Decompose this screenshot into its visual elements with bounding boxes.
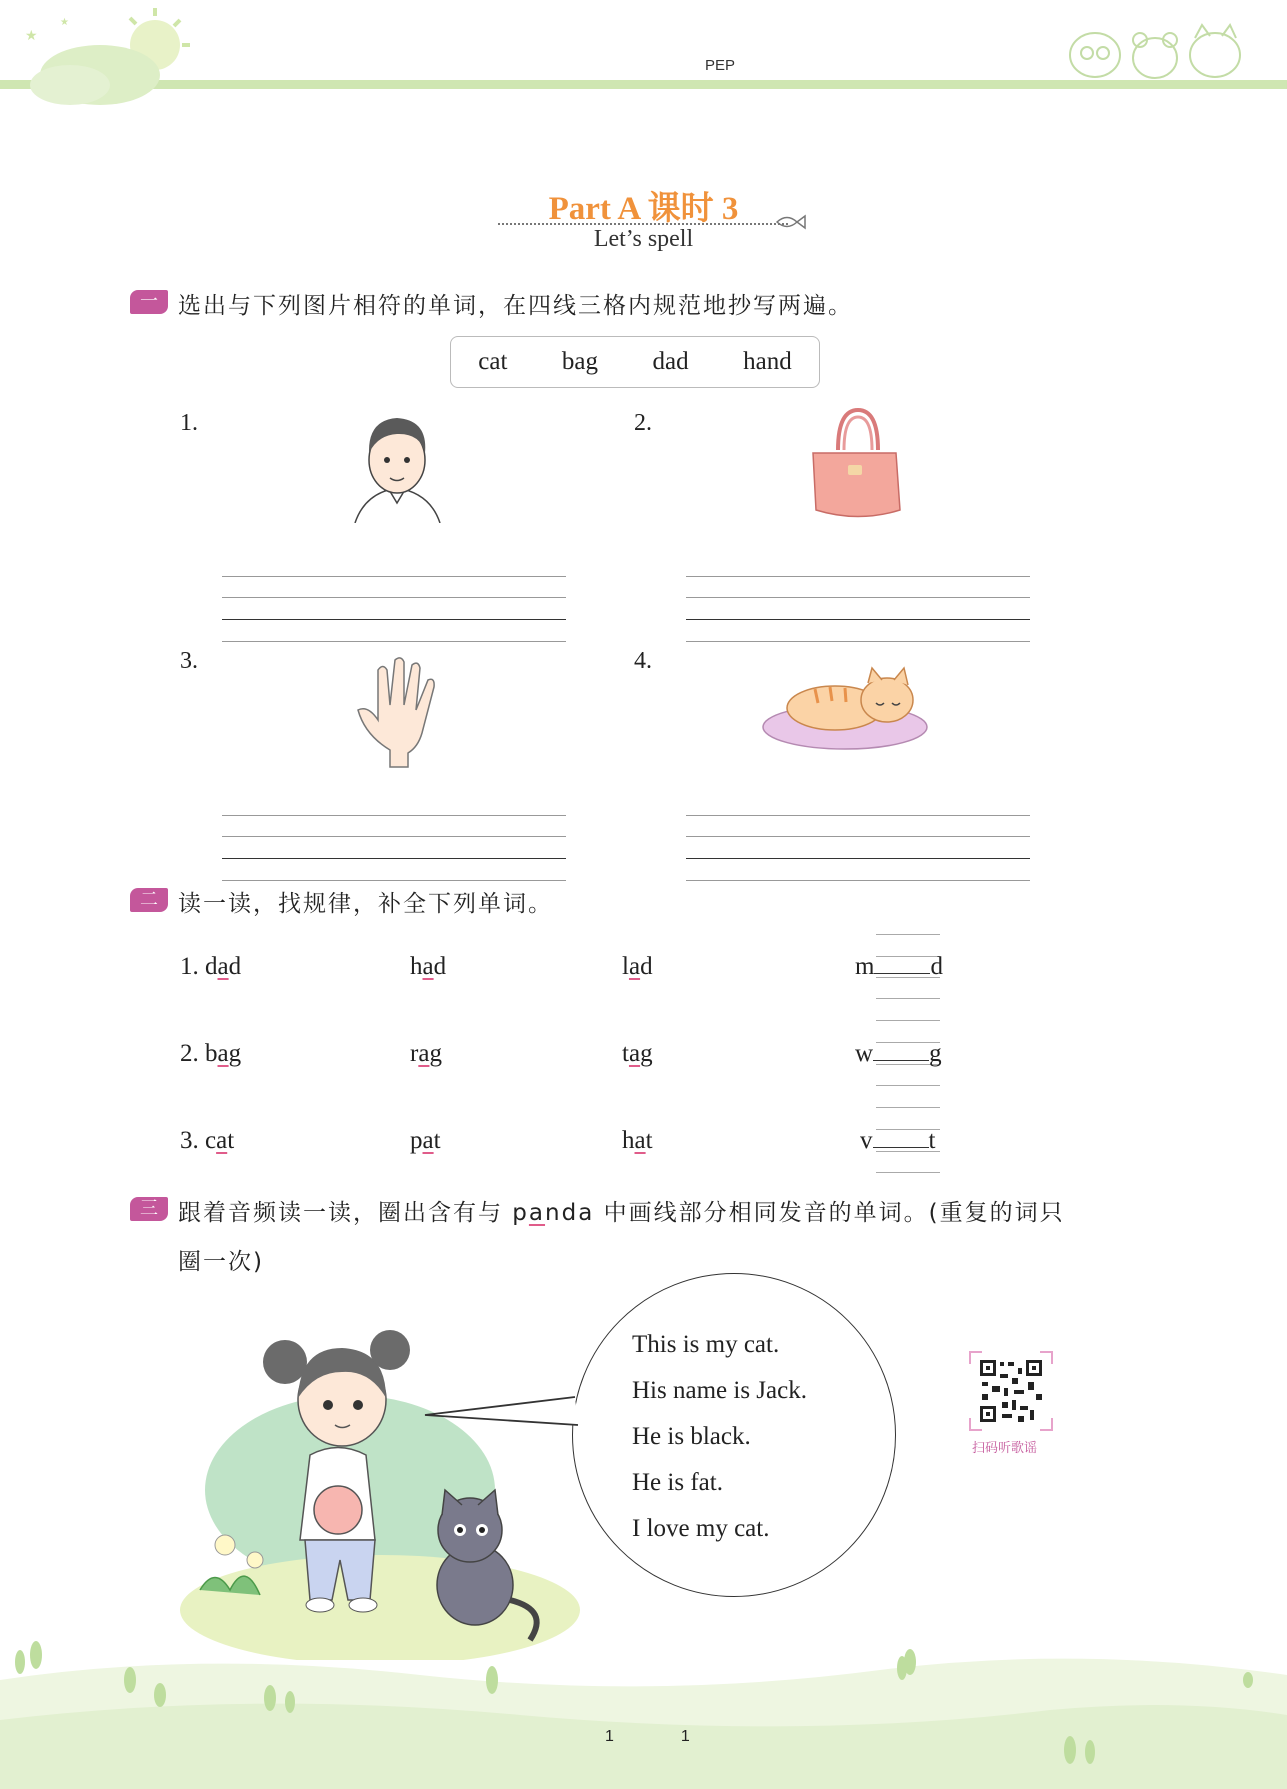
page-numbers — [605, 1728, 690, 1746]
word-example: pat — [410, 1127, 441, 1154]
item-number: 4. — [634, 648, 652, 674]
writing-lines[interactable] — [222, 815, 566, 881]
svg-text:★: ★ — [60, 17, 69, 28]
writing-lines[interactable] — [222, 576, 566, 642]
girl-with-cat-illustration — [170, 1310, 590, 1660]
chant-line[interactable]: I love my cat. — [632, 1515, 770, 1542]
man-icon — [350, 408, 445, 523]
word-bank-item[interactable]: cat — [478, 348, 508, 375]
section-badge-1: 一 — [130, 290, 168, 314]
title-divider — [498, 223, 788, 225]
word-example: 2. bag — [180, 1040, 242, 1067]
item-number: 2. — [634, 410, 652, 436]
fill-blank-word[interactable]: v t — [860, 1127, 936, 1154]
section-instruction-3-cont: 圈一次) — [178, 1249, 264, 1275]
handbag-icon — [808, 405, 903, 523]
chant-line[interactable]: He is fat. — [632, 1469, 723, 1496]
word-bank-item[interactable]: hand — [743, 348, 792, 375]
chant-text — [632, 1322, 807, 1552]
series-label: PEP — [705, 57, 736, 74]
qr-caption: 扫码听歌谣 — [972, 1441, 1038, 1456]
item-number: 3. — [180, 648, 198, 674]
section-instruction-3: 跟着音频读一读，圈出含有与 panda 中画线部分相同发音的单词。(重复的词只 — [178, 1200, 1065, 1226]
speech-bubble-tail — [420, 1395, 580, 1435]
blank-input[interactable] — [874, 955, 930, 974]
sleeping-cat-icon — [760, 665, 930, 755]
item-number: 1. — [180, 410, 198, 436]
chant-line[interactable]: He is black. — [632, 1423, 751, 1450]
hand-icon — [350, 655, 445, 770]
writing-lines[interactable] — [686, 576, 1030, 642]
writing-lines[interactable] — [686, 815, 1030, 881]
word-example: rag — [410, 1040, 442, 1067]
word-bank-item[interactable]: dad — [652, 348, 689, 375]
page-title: Part A 课时 3 — [548, 191, 739, 227]
word-bank-item[interactable]: bag — [561, 348, 598, 375]
fill-blank-word[interactable]: m d — [855, 953, 943, 980]
section-instruction-2: 读一读，找规律，补全下列单词。 — [178, 891, 553, 917]
word-bank — [450, 336, 820, 388]
cloud-sun-icon — [0, 0, 200, 110]
svg-text:★: ★ — [25, 28, 38, 44]
word-example: 3. cat — [180, 1127, 235, 1154]
page-number-right: 1 — [680, 1728, 690, 1745]
word-example: tag — [622, 1040, 653, 1067]
page-number-left: 1 — [605, 1728, 614, 1745]
word-example: 1. dad — [180, 953, 242, 980]
section-badge-3: 三 — [130, 1197, 168, 1221]
chant-line[interactable]: This is my cat. — [632, 1331, 780, 1358]
animal-faces-icon — [1060, 20, 1260, 82]
word-example: had — [410, 953, 447, 980]
word-example: lad — [622, 953, 653, 980]
section-instruction-1: 选出与下列图片相符的单词，在四线三格内规范地抄写两遍。 — [178, 293, 853, 319]
chant-line[interactable]: His name is Jack. — [632, 1377, 807, 1404]
blank-input[interactable] — [873, 1129, 929, 1148]
page-subtitle: Let’s spell — [593, 226, 694, 252]
blank-input[interactable] — [873, 1042, 929, 1061]
section-badge-2: 二 — [130, 888, 168, 912]
word-example: hat — [622, 1127, 653, 1154]
qr-code-icon[interactable] — [968, 1350, 1054, 1432]
fill-blank-word[interactable]: w g — [855, 1040, 942, 1067]
footer-landscape — [0, 1640, 1287, 1789]
